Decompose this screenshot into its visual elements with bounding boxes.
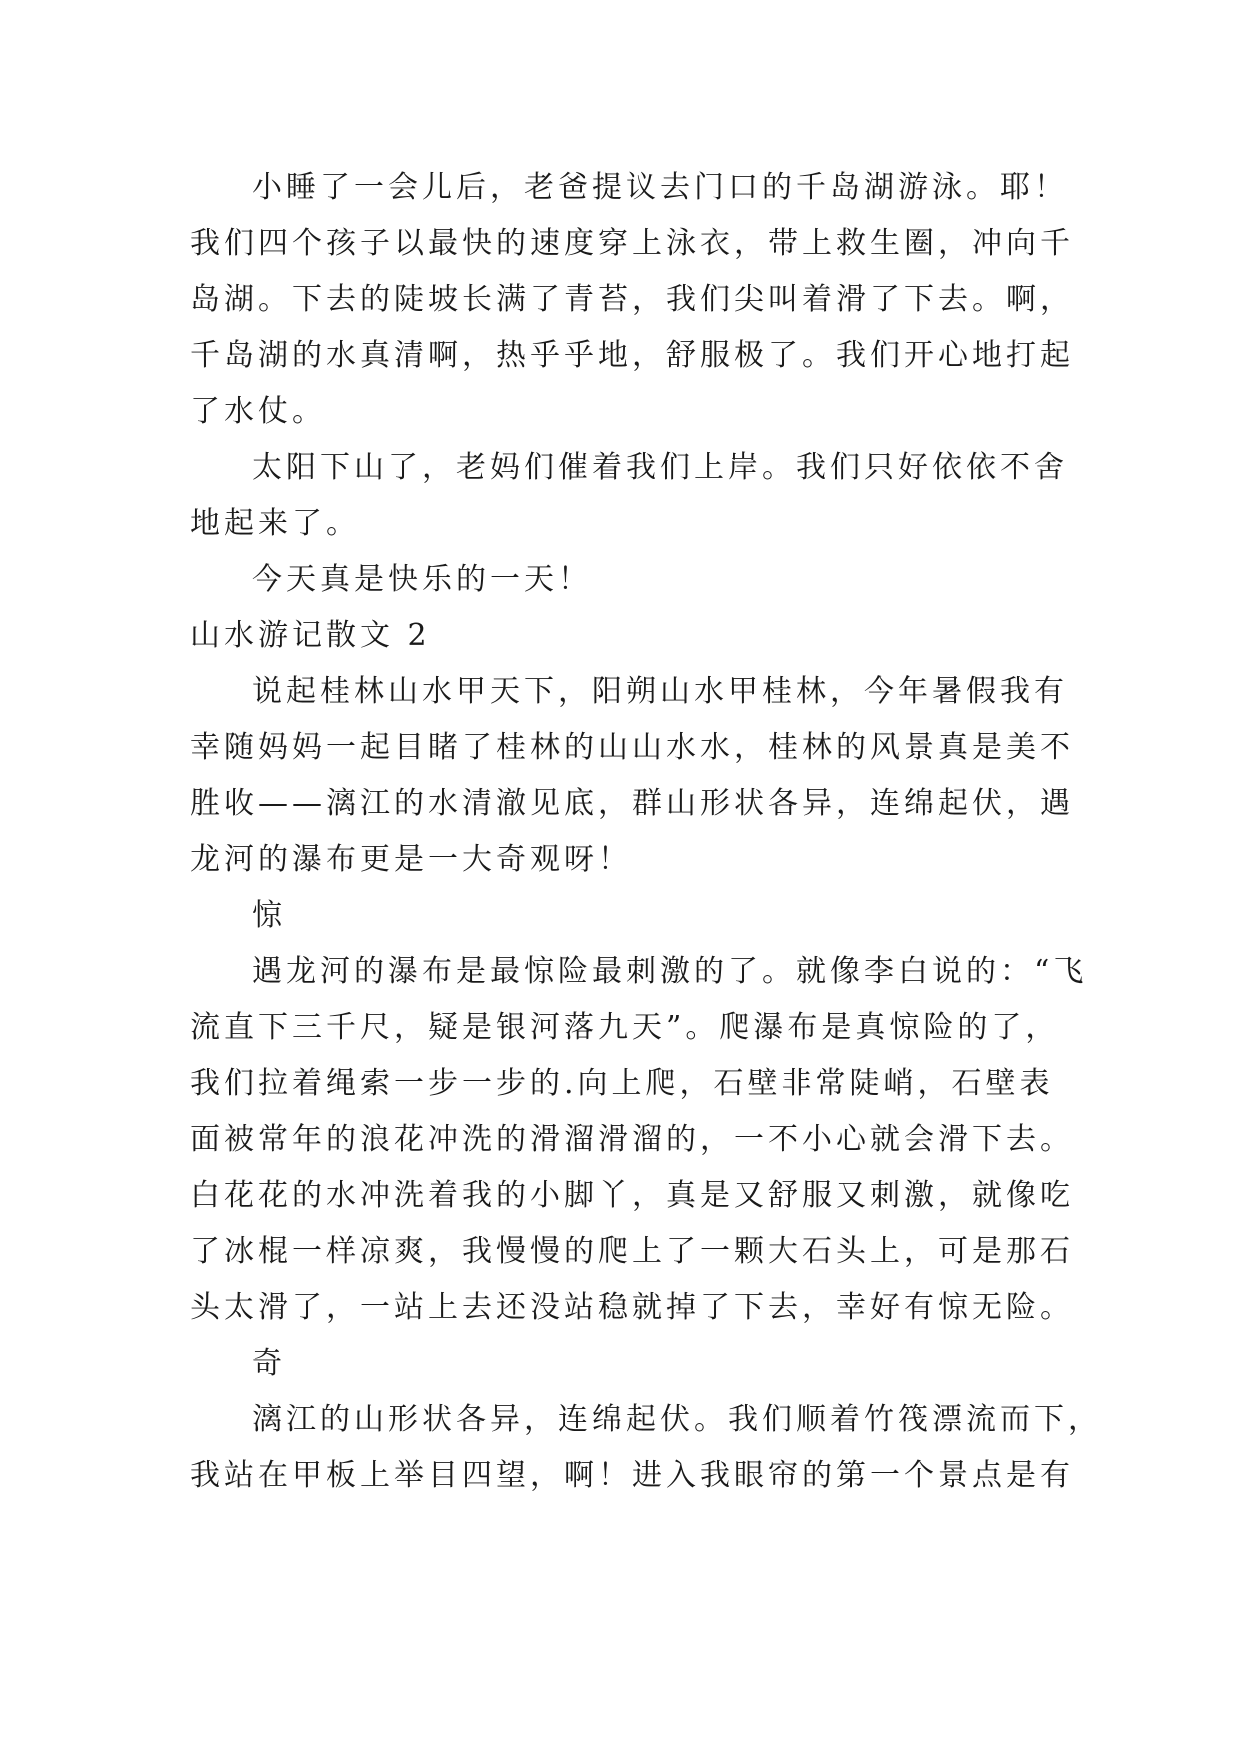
text-line: 面被常年的浪花冲洗的滑溜滑溜的，一不小心就会滑下去。 xyxy=(190,1122,1074,1157)
text-line: 说起桂林山水甲天下，阳朔山水甲桂林，今年暑假我有 xyxy=(252,674,1068,709)
text-line: 遇龙河的瀑布是最惊险最刺激的了。就像李白说的：“飞 xyxy=(252,954,1088,989)
section-title: 山水游记散文 2 xyxy=(190,618,431,653)
text-line: 地起来了。 xyxy=(190,506,360,541)
document-body xyxy=(190,160,1102,1504)
text-line: 头太滑了，一站上去还没站稳就掉了下去，幸好有惊无险。 xyxy=(190,1290,1074,1325)
text-line: 白花花的水冲洗着我的小脚丫，真是又舒服又刺激，就像吃 xyxy=(190,1178,1074,1213)
text-line: 我站在甲板上举目四望，啊！进入我眼帘的第一个景点是有 xyxy=(190,1458,1074,1493)
text-line: 太阳下山了，老妈们催着我们上岸。我们只好依依不舍 xyxy=(252,450,1068,485)
text-line: 了冰棍一样凉爽，我慢慢的爬上了一颗大石头上，可是那石 xyxy=(190,1234,1074,1269)
text-line: 千岛湖的水真清啊，热乎乎地，舒服极了。我们开心地打起 xyxy=(190,338,1074,373)
text-line: 小睡了一会儿后，老爸提议去门口的千岛湖游泳。耶！ xyxy=(252,170,1068,205)
text-line: 岛湖。下去的陡坡长满了青苔，我们尖叫着滑了下去。啊， xyxy=(190,282,1074,317)
text-line: 流直下三千尺，疑是银河落九天”。爬瀑布是真惊险的了， xyxy=(190,1010,1060,1045)
text-line: 我们四个孩子以最快的速度穿上泳衣，带上救生圈，冲向千 xyxy=(190,226,1074,261)
text-line: 龙河的瀑布更是一大奇观呀！ xyxy=(190,842,632,877)
text-line: 今天真是快乐的一天！ xyxy=(252,562,592,597)
text-line: 漓江的山形状各异，连绵起伏。我们顺着竹筏漂流而下， xyxy=(252,1402,1102,1437)
text-line: 我们拉着绳索一步一步的.向上爬，石壁非常陡峭，石壁表 xyxy=(190,1066,1054,1101)
subheading: 惊 xyxy=(252,898,286,933)
text-line: 幸随妈妈一起目睹了桂林的山山水水，桂林的风景真是美不 xyxy=(190,730,1074,765)
subheading: 奇 xyxy=(252,1346,286,1381)
text-line: 胜收——漓江的水清澈见底，群山形状各异，连绵起伏，遇 xyxy=(190,786,1074,821)
text-line: 了水仗。 xyxy=(190,394,326,429)
